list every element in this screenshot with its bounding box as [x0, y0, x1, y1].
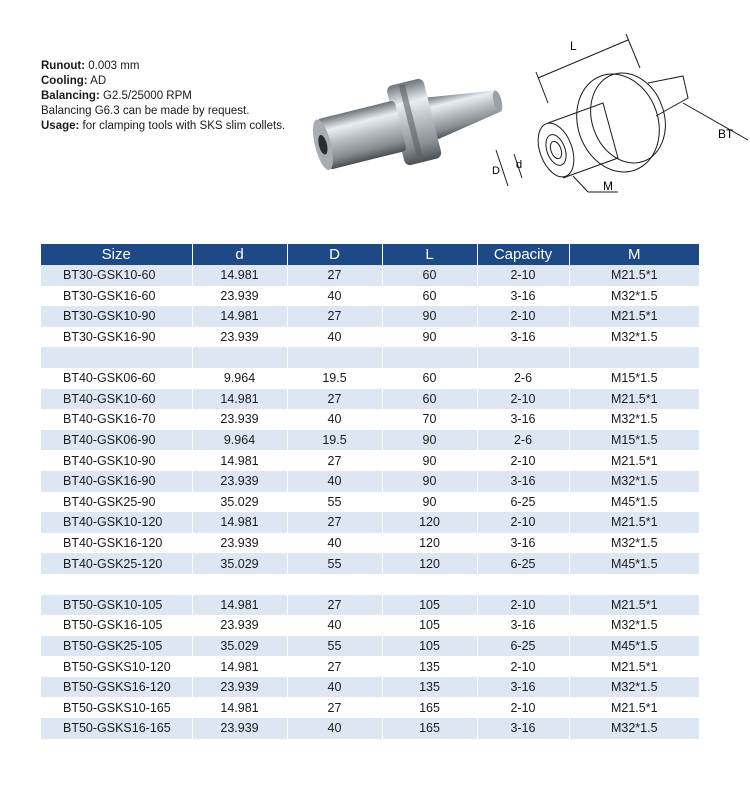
cell-m: M32*1.5 [569, 471, 699, 492]
cell-m: M45*1.5 [610, 494, 658, 509]
cell-m: M15*1.5 [569, 430, 699, 451]
cell-l: 105 [382, 615, 477, 636]
cell-m: M45*1.5 [569, 636, 699, 657]
cell-d: 19.5 [287, 368, 382, 389]
cell-m: M21.5*1 [610, 700, 658, 715]
cell-d: 40 [287, 471, 382, 492]
cell-capacity: 3-16 [477, 471, 569, 492]
cell-l [382, 574, 477, 595]
cell-d: 40 [287, 533, 382, 554]
balancing-note: Balancing G6.3 can be made by request. [41, 105, 250, 117]
table-row [41, 347, 699, 368]
column-header-capacity: Capacity [477, 244, 569, 265]
cell-d [192, 574, 287, 595]
cell-capacity: 3-16 [477, 286, 569, 307]
cell-d: 27 [287, 512, 382, 533]
cell-d: 35.029 [192, 553, 287, 574]
cell-l [382, 347, 477, 368]
cell-capacity [477, 347, 569, 368]
table-row [41, 409, 699, 430]
label-D: D [492, 165, 500, 177]
cell-size: BT40-GSK16-70 [41, 409, 192, 430]
cell-d: 14.981 [192, 595, 287, 616]
cell-d: 55 [287, 553, 382, 574]
cell-size: BT30-GSK16-60 [41, 286, 192, 307]
cell-d: 9.964 [192, 430, 287, 451]
cell-d: 27 [287, 306, 382, 327]
cell-l: 120 [382, 533, 477, 554]
cell-capacity: 2-10 [477, 265, 569, 286]
dimension-drawing [478, 28, 750, 213]
cell-l: 90 [382, 306, 477, 327]
cell-capacity [477, 574, 569, 595]
table-row [41, 553, 699, 574]
cell-l: 60 [382, 286, 477, 307]
cell-l: 165 [382, 718, 477, 739]
column-header-d: D [287, 244, 382, 265]
cell-size: BT50-GSK10-105 [41, 595, 192, 616]
cell-d: 27 [287, 656, 382, 677]
cell-capacity: 3-16 [477, 327, 569, 348]
cell-d: 27 [287, 697, 382, 718]
table-row [41, 450, 699, 471]
cell-size: BT40-GSK16-120 [41, 533, 192, 554]
cell-capacity: 2-10 [477, 595, 569, 616]
cell-d: 19.5 [287, 430, 382, 451]
table-row [41, 265, 699, 286]
cell-d: 23.939 [192, 286, 287, 307]
column-header-l: L [382, 244, 477, 265]
cell-l: 60 [382, 389, 477, 410]
cell-capacity: 6-25 [477, 636, 569, 657]
cell-m: M21.5*1 [569, 512, 699, 533]
table-row [41, 389, 699, 410]
cell-capacity: 2-10 [477, 450, 569, 471]
cell-l: 90 [382, 471, 477, 492]
table-row [41, 615, 699, 636]
table-row [41, 286, 699, 307]
table-row [41, 533, 699, 554]
cell-size: BT50-GSKS16-120 [41, 677, 192, 698]
cell-m: M21.5*1 [569, 265, 699, 286]
cell-d: 27 [287, 450, 382, 471]
cell-size: BT30-GSK10-90 [41, 306, 192, 327]
cell-d: 23.939 [192, 409, 287, 430]
cell-capacity: 3-16 [477, 409, 569, 430]
cell-m: M21.5*1 [569, 306, 699, 327]
cell-l: 165 [382, 697, 477, 718]
cell-l: 90 [382, 327, 477, 348]
cell-l: 120 [382, 553, 477, 574]
cell-m: M32*1.5 [610, 330, 658, 345]
cell-d: 23.939 [192, 677, 287, 698]
cell-d: 40 [287, 286, 382, 307]
label-L: L [570, 39, 577, 53]
cell-d: 23.939 [192, 327, 287, 348]
cell-d [192, 347, 287, 368]
cell-d: 14.981 [192, 265, 287, 286]
cell-size: BT40-GSK10-120 [41, 512, 192, 533]
cell-size: BT50-GSKS10-165 [41, 697, 192, 718]
spec-table [41, 244, 699, 739]
table-row [41, 306, 699, 327]
table-row [41, 471, 699, 492]
cell-m: M32*1.5 [610, 288, 658, 303]
table-row [41, 368, 699, 389]
cell-capacity: 2-10 [477, 389, 569, 410]
cell-d: 40 [287, 718, 382, 739]
table-header-row [41, 244, 699, 265]
cell-size: BT40-GSK10-90 [41, 450, 192, 471]
cell-d: 14.981 [192, 512, 287, 533]
cell-capacity: 3-16 [477, 533, 569, 554]
cell-d: 14.981 [192, 656, 287, 677]
cell-m: M21.5*1 [610, 453, 658, 468]
cell-d: 27 [287, 595, 382, 616]
cell-d: 23.939 [192, 615, 287, 636]
cell-capacity: 2-6 [477, 430, 569, 451]
cell-size [41, 574, 192, 595]
cell-capacity: 3-16 [477, 615, 569, 636]
cell-d: 23.939 [192, 718, 287, 739]
cell-size: BT40-GSK16-90 [41, 471, 192, 492]
cell-d [287, 574, 382, 595]
usage-line: Usage: for clamping tools with SKS slim collets. [41, 120, 286, 132]
cell-m: M45*1.5 [569, 553, 699, 574]
cell-l: 60 [382, 368, 477, 389]
table-body [41, 265, 699, 739]
cell-m: M15*1.5 [610, 371, 658, 386]
table-row [41, 656, 699, 677]
table-row [41, 327, 699, 348]
cell-m: M32*1.5 [610, 618, 658, 633]
column-header-d: d [192, 244, 287, 265]
balancing-line: Balancing: G2.5/25000 RPM [41, 90, 192, 102]
cell-d: 27 [287, 265, 382, 286]
cell-capacity: 2-10 [477, 512, 569, 533]
cell-size: BT40-GSK25-120 [41, 553, 192, 574]
cell-m: M21.5*1 [569, 389, 699, 410]
cell-l: 90 [382, 492, 477, 513]
table-row [41, 492, 699, 513]
spec-notes [41, 59, 291, 134]
cell-d: 9.964 [192, 368, 287, 389]
cell-d: 55 [287, 636, 382, 657]
cell-size: BT40-GSK10-60 [41, 389, 192, 410]
cell-l: 90 [382, 430, 477, 451]
cell-l: 90 [382, 450, 477, 471]
cell-m [569, 347, 699, 368]
table-row [41, 574, 699, 595]
cell-size: BT30-GSK10-60 [41, 265, 192, 286]
cell-size: BT50-GSK16-105 [41, 615, 192, 636]
cell-d: 27 [287, 389, 382, 410]
cell-d: 23.939 [192, 533, 287, 554]
cell-capacity: 2-6 [477, 368, 569, 389]
cell-l: 135 [382, 656, 477, 677]
cell-m: M32*1.5 [610, 536, 658, 551]
cell-size: BT40-GSK25-90 [41, 492, 192, 513]
cooling-line: Cooling: AD [41, 75, 107, 87]
cell-l: 135 [382, 677, 477, 698]
cell-m: M32*1.5 [610, 412, 658, 427]
column-header-size: Size [41, 244, 192, 265]
cell-l: 120 [382, 512, 477, 533]
cell-d: 14.981 [192, 697, 287, 718]
cell-m: M21.5*1 [610, 659, 658, 674]
cell-size: BT50-GSKS16-165 [41, 718, 192, 739]
cell-d: 23.939 [192, 471, 287, 492]
cell-m [569, 574, 699, 595]
cell-size: BT30-GSK16-90 [41, 327, 192, 348]
label-M: M [603, 179, 613, 193]
cell-size: BT40-GSK06-90 [41, 430, 192, 451]
table-row [41, 677, 699, 698]
cell-d: 35.029 [192, 492, 287, 513]
cell-l: 105 [382, 595, 477, 616]
cell-l: 60 [382, 265, 477, 286]
cell-d [287, 347, 382, 368]
cell-size [41, 347, 192, 368]
table-row [41, 636, 699, 657]
table-row [41, 718, 699, 739]
column-header-m: M [569, 244, 699, 265]
cell-d: 55 [287, 492, 382, 513]
cell-l: 105 [382, 636, 477, 657]
cell-d: 40 [287, 327, 382, 348]
cell-m: M32*1.5 [569, 718, 699, 739]
cell-d: 40 [287, 615, 382, 636]
cell-size: BT50-GSKS10-120 [41, 656, 192, 677]
table-row [41, 595, 699, 616]
cell-capacity: 6-25 [477, 492, 569, 513]
cell-size: BT40-GSK06-60 [41, 368, 192, 389]
cell-capacity: 3-16 [477, 718, 569, 739]
label-BT: BT [718, 127, 734, 141]
runout-line: Runout: 0.003 mm [41, 60, 140, 72]
table-row [41, 430, 699, 451]
label-d: d [516, 159, 523, 171]
cell-d: 14.981 [192, 306, 287, 327]
cell-capacity: 3-16 [477, 677, 569, 698]
cell-d: 40 [287, 677, 382, 698]
cell-capacity: 6-25 [477, 553, 569, 574]
cell-d: 14.981 [192, 389, 287, 410]
cell-m: M21.5*1 [569, 595, 699, 616]
cell-d: 35.029 [192, 636, 287, 657]
table-row [41, 697, 699, 718]
cell-capacity: 2-10 [477, 306, 569, 327]
cell-d: 40 [287, 409, 382, 430]
cell-capacity: 2-10 [477, 656, 569, 677]
cell-m: M32*1.5 [569, 677, 699, 698]
cell-l: 70 [382, 409, 477, 430]
table-row [41, 512, 699, 533]
cell-size: BT50-GSK25-105 [41, 636, 192, 657]
cell-capacity: 2-10 [477, 697, 569, 718]
cell-d: 14.981 [192, 450, 287, 471]
